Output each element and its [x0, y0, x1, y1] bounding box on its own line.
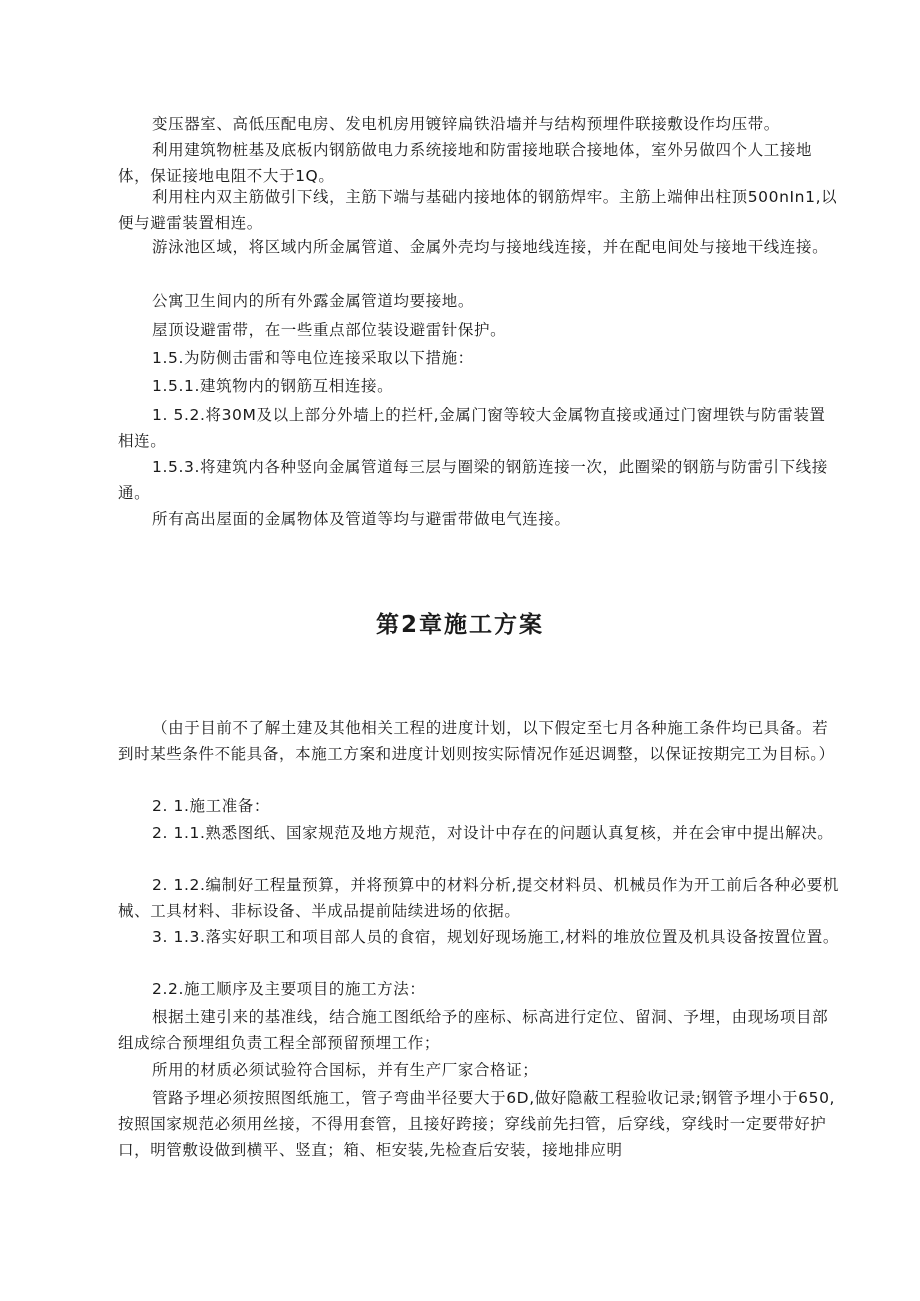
chapter-title: 第2章施工方案	[375, 612, 544, 638]
paragraph: 1.5.3.将建筑内各种竖向金属管道每三层与圈梁的钢筋连接一次，此圈梁的钢筋与防雷引下线接通。	[118, 458, 828, 502]
paragraph: 管路予埋必须按照图纸施工，管子弯曲半径要大于6D,做好隐蔽工程验收记录;钢管予埋小于650,按照国家规范必须用丝接，不得用套管，且接好跨接；穿线前先扫管，后穿线，穿线时一定要带好护口，明管敷设做到横平、竖直；箱、柜安装,先检查后安装，接地排应明	[118, 1089, 836, 1159]
paragraph: 1.5.1.建筑物内的钢筋互相连接。	[152, 377, 394, 395]
paragraph: 2. 1.1.熟悉图纸、国家规范及地方规范，对设计中存在的问题认真复核，并在会审中提出解决。	[152, 824, 834, 842]
paragraph: 2. 1.2.编制好工程量预算，并将预算中的材料分析,提交材料员、机械员作为开工前后各种必要机械、工具材料、非标设备、半成品提前陆续进场的依据。	[118, 876, 839, 920]
paragraph: 公寓卫生间内的所有外露金属管道均要接地。	[152, 292, 475, 310]
paragraph: 利用柱内双主筋做引下线，主筋下端与基础内接地体的钢筋焊牢。主筋上端伸出柱顶500nIn1,以便与避雷装置相连。	[118, 188, 838, 232]
paragraph: 根据土建引来的基准线，结合施工图纸给予的座标、标高进行定位、留洞、予埋，由现场项目部组成综合预埋组负责工程全部预留预埋工作；	[118, 1008, 829, 1052]
paragraph: 3. 1.3.落实好职工和项目部人员的食宿，规划好现场施工,材料的堆放位置及机具设备按置位置。	[152, 928, 839, 946]
paragraph: 2. 1.施工准备：	[152, 797, 271, 815]
paragraph: 变压器室、高低压配电房、发电机房用镀锌扁铁沿墙并与结构预埋件联接敷设作均压带。	[152, 115, 780, 133]
paragraph: 所有高出屋面的金属物体及管道等均与避雷带做电气连接。	[152, 510, 571, 528]
paragraph: 屋顶设避雷带，在一些重点部位装设避雷针保护。	[152, 321, 507, 339]
paragraph: 2.2.施工顺序及主要项目的施工方法：	[152, 980, 426, 998]
paragraph: 1.5.为防侧击雷和等电位连接采取以下措施：	[152, 349, 474, 367]
paragraph: （由于目前不了解土建及其他相关工程的进度计划，以下假定至七月各种施工条件均已具备。若到时某些条件不能具备，本施工方案和进度计划则按实际情况作延迟调整，以保证按期完工为目标。）	[118, 719, 835, 763]
paragraph: 利用建筑物桩基及底板内钢筋做电力系统接地和防雷接地联合接地体，室外另做四个人工接地体，保证接地电阻不大于1Q。	[118, 141, 813, 185]
paragraph: 1. 5.2.将30M及以上部分外墙上的拦杆,金属门窗等较大金属物直接或通过门窗埋铁与防雷装置相连。	[118, 406, 826, 450]
paragraph: 游泳池区域，将区域内所金属管道、金属外壳均与接地线连接，并在配电间处与接地干线连接。	[152, 238, 829, 256]
paragraph: 所用的材质必须试验符合国标，并有生产厂家合格证；	[152, 1061, 539, 1079]
